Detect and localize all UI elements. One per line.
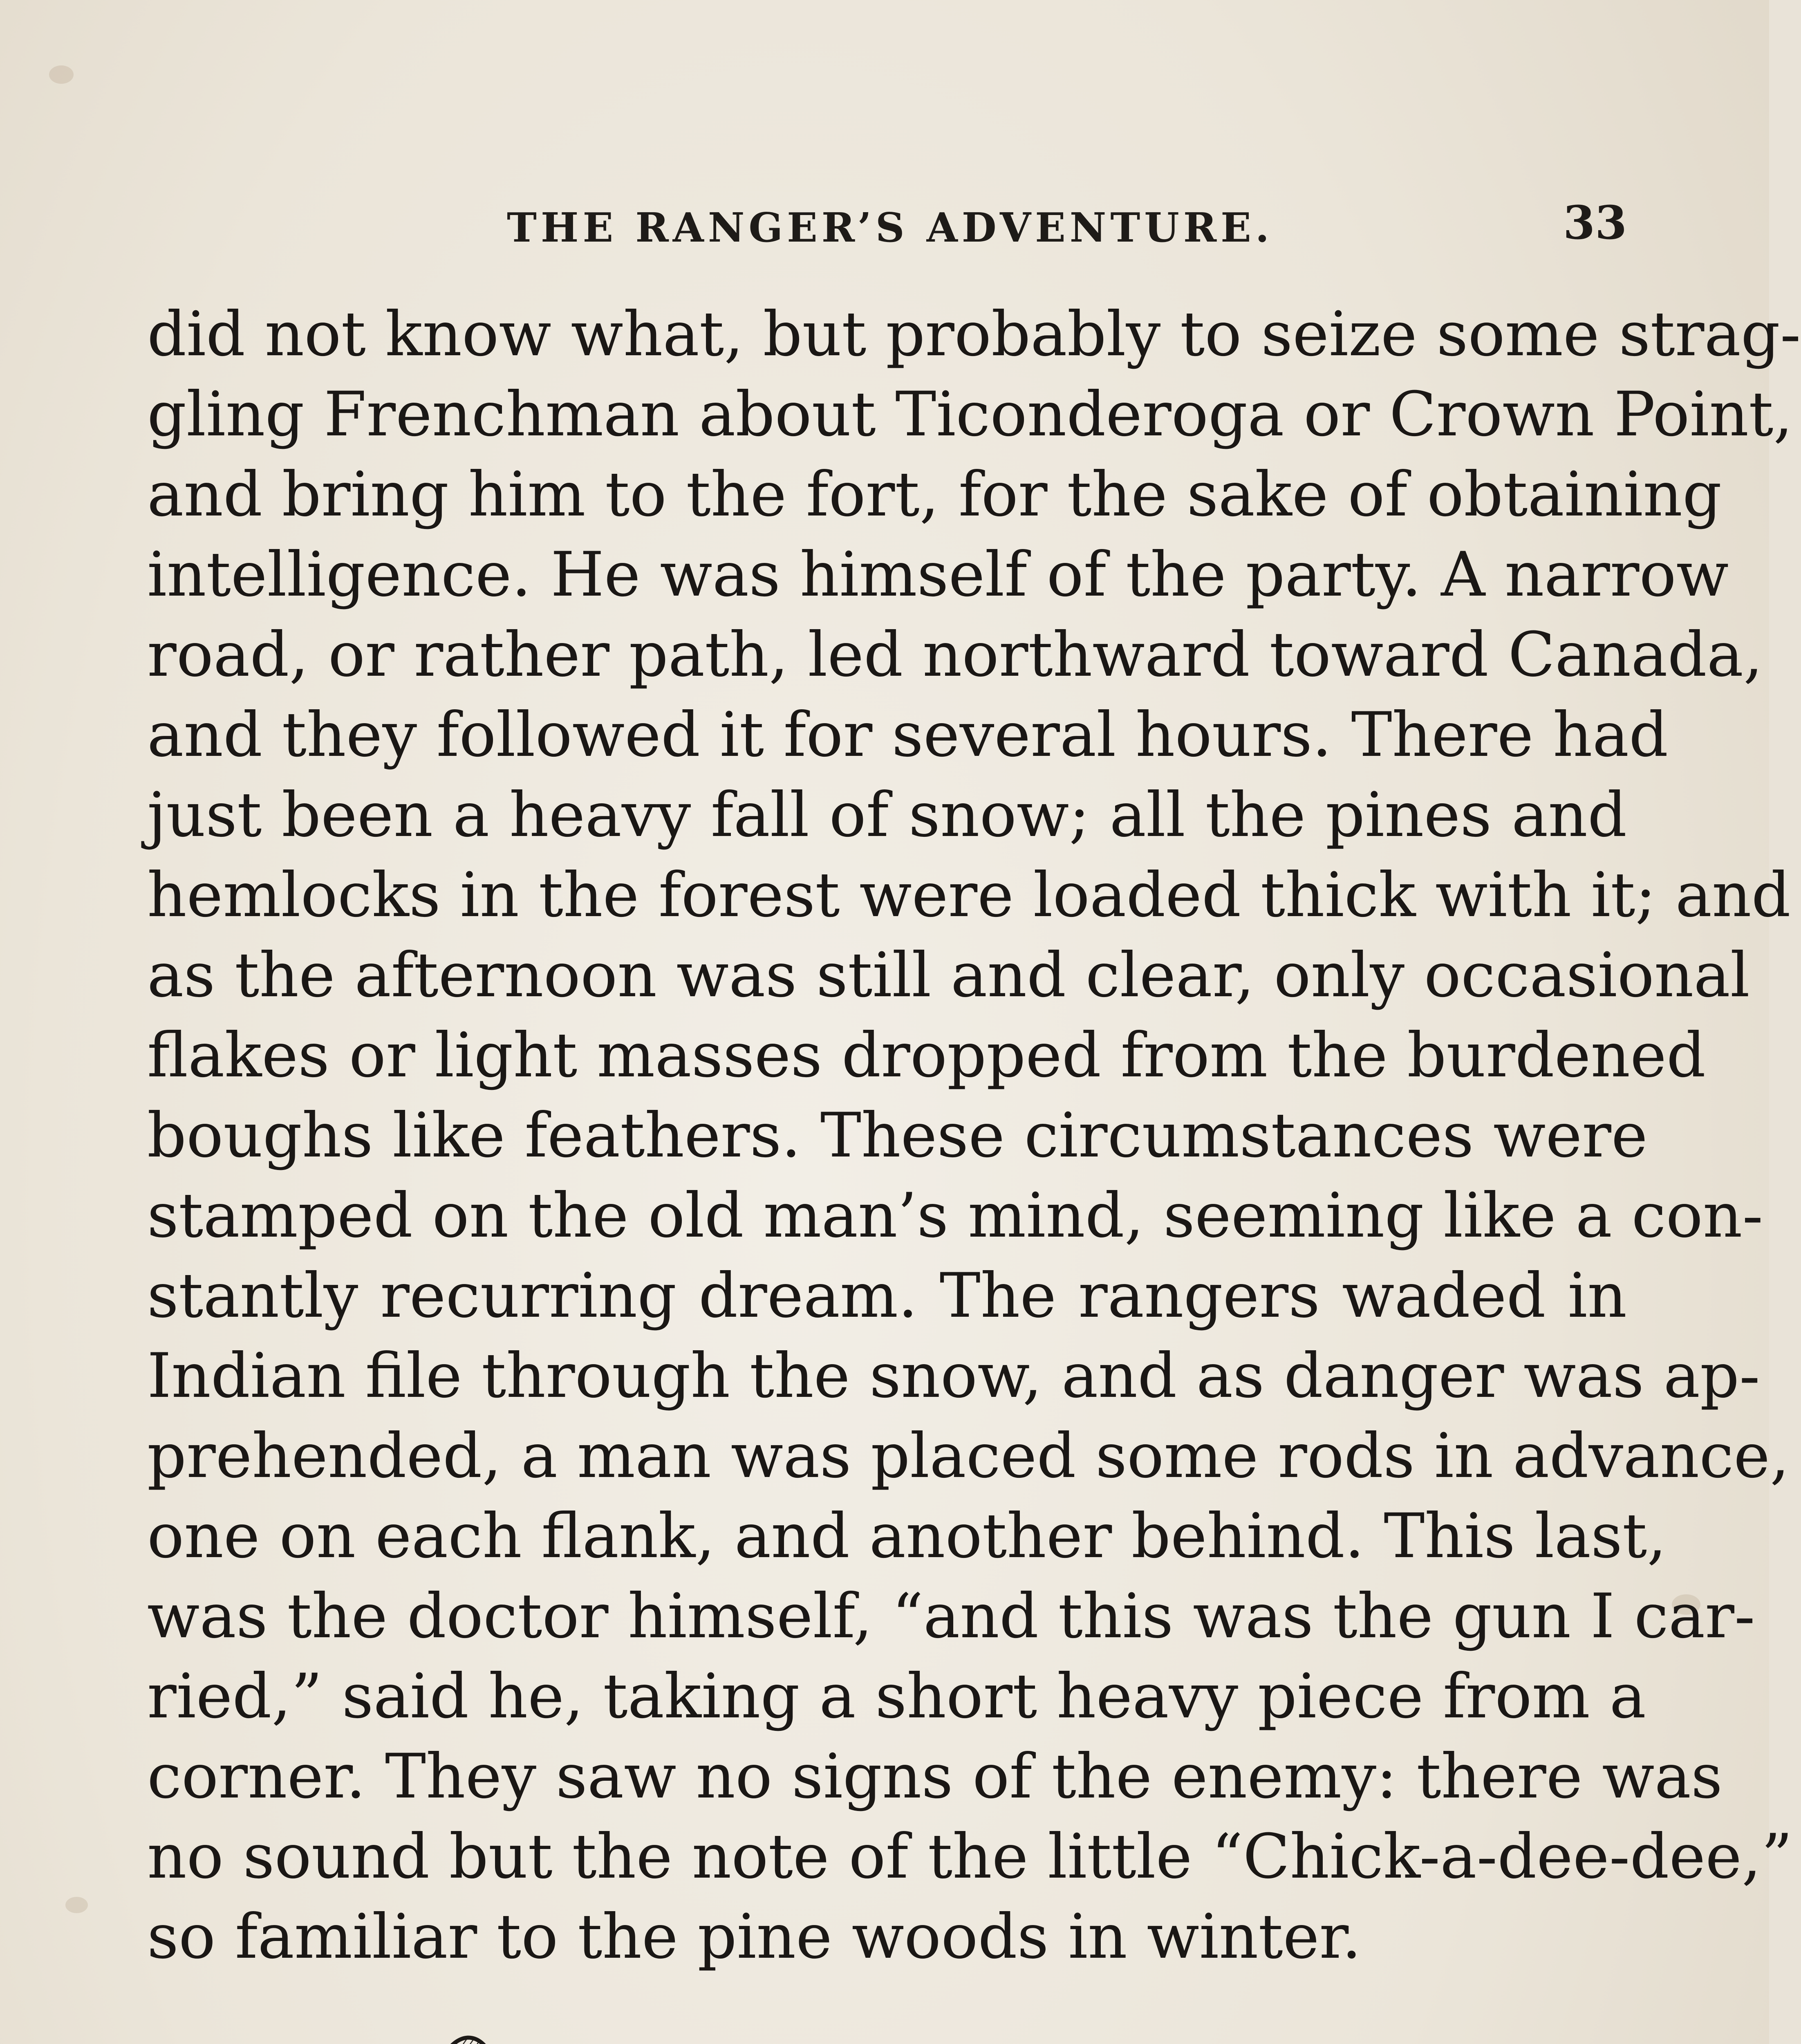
text-line: just been a heavy fall of snow; all the pines and	[147, 780, 1627, 851]
text-line: was the doctor himself, “and this was the gun I car-	[147, 1581, 1755, 1652]
text-line: gling Frenchman about Ticonderoga or Crown Point,	[147, 379, 1793, 450]
text-line: and they followed it for several hours. There had	[147, 699, 1669, 771]
text-line: as the afternoon was still and clear, only occasional	[147, 940, 1750, 1011]
foxing-spot	[65, 1897, 88, 1913]
text-line: did not know what, but probably to seize some strag-	[147, 299, 1801, 370]
text-line: so familiar to the pine woods in winter.	[147, 1901, 1362, 1972]
text-line: one on each flank, and another behind. This last,	[147, 1501, 1667, 1572]
chickadee-illustration	[286, 1987, 1492, 2044]
chickadee-woodcut-icon	[286, 1987, 1492, 2044]
text-line: Indian file through the snow, and as danger was ap-	[147, 1340, 1760, 1412]
text-line: stantly recurring dream. The rangers waded in	[147, 1260, 1627, 1331]
text-line: stamped on the old man’s mind, seeming like a con-	[147, 1180, 1763, 1251]
text-line: prehended, a man was placed some rods in advance,	[147, 1421, 1790, 1492]
text-line: intelligence. He was himself of the party. A narrow	[147, 539, 1729, 610]
leaf	[302, 2037, 581, 2044]
text-line: road, or rather path, led northward toward Canada,	[147, 619, 1763, 690]
page-number: 33	[1563, 196, 1627, 250]
running-head: THE RANGER’S ADVENTURE.	[507, 204, 1273, 251]
text-line: no sound but the note of the little “Chick-a-dee-dee,”	[147, 1821, 1793, 1892]
text-line: hemlocks in the forest were loaded thick with it; and	[147, 860, 1791, 931]
body-text	[147, 294, 1801, 1979]
text-line: boughs like feathers. These circumstances were	[147, 1100, 1648, 1171]
text-line: flakes or light masses dropped from the burdened	[147, 1020, 1706, 1091]
foxing-spot	[49, 65, 74, 84]
page-header	[147, 180, 1627, 270]
text-line: and bring him to the fort, for the sake of obtaining	[147, 459, 1722, 530]
text-line: ried,” said he, taking a short heavy piece from a	[147, 1661, 1646, 1732]
text-line: corner. They saw no signs of the enemy: there was	[147, 1741, 1723, 1812]
